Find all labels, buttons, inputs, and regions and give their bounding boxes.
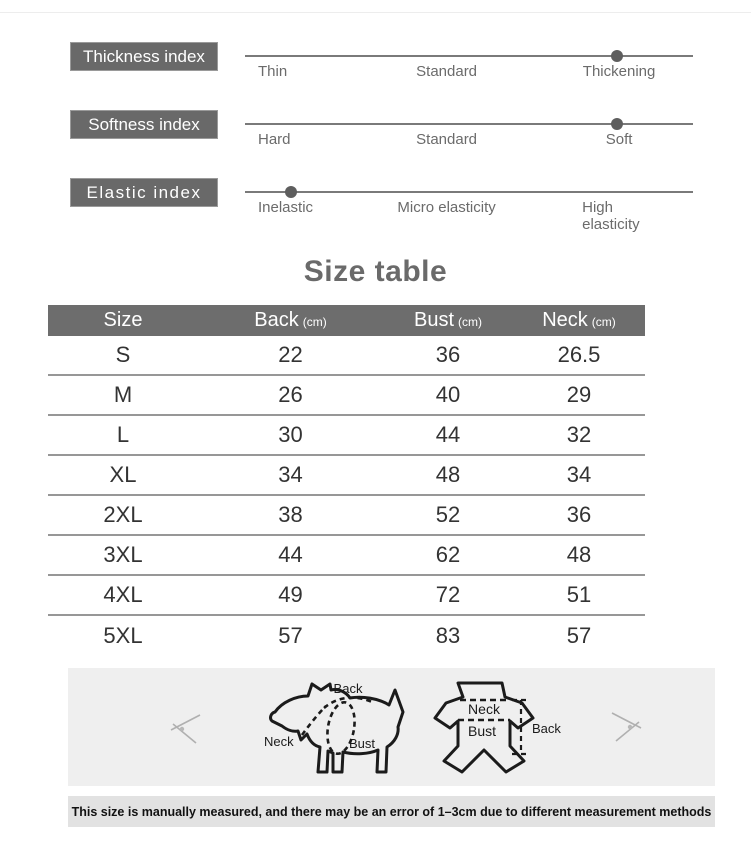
cell-back: 34 [278,462,303,487]
thickness-index-track [245,55,693,57]
elastic-index-label: Elastic index [70,178,218,207]
cell-back: 49 [278,582,303,607]
option-standard: Standard [416,63,478,80]
unit-label: (cm) [302,315,327,329]
dog-bust-label: Bust [348,736,376,751]
elastic-index-row [0,178,751,233]
softness-index-options [245,131,693,153]
cell-back: 38 [278,502,303,527]
cell-size: L [116,422,130,447]
dog-outline [271,684,403,772]
column-header-bust: Bust (cm) [413,309,483,331]
option-inelastic: Inelastic [258,199,314,216]
cell-neck: 57 [566,623,592,648]
cell-size: M [113,382,133,407]
back-measure-dashed-line [324,698,372,708]
table-row [48,616,645,656]
cell-size: S [115,342,131,367]
dog-neck-label: Neck [264,734,294,749]
option-soft: Soft [605,131,633,148]
garment-back-label: Back [532,721,561,736]
softness-index-track [245,123,693,125]
thickness-index-dot [611,50,623,62]
carousel-prev-icon[interactable] [168,712,204,746]
garment-neck-label: Neck [468,701,500,717]
table-row [48,536,645,576]
cell-neck: 26.5 [557,342,601,367]
measurement-diagram-panel [68,668,715,786]
softness-index-row [0,110,751,158]
option-hard: Hard [258,131,291,148]
top-divider [0,12,751,13]
cell-neck: 48 [566,542,592,567]
dog-measurement-illustration [262,680,412,776]
cell-size: 2XL [103,502,143,527]
option-standard: Standard [416,131,478,148]
size-table-title: Size table [303,255,448,288]
elastic-index-options [245,199,693,233]
cell-back: 30 [278,422,303,447]
option-high-elasticity: High elasticity [582,199,640,233]
size-table-header [48,305,645,336]
garment-bust-label: Bust [467,723,497,739]
cell-bust: 62 [435,542,461,567]
option-thin: Thin [258,63,288,80]
dog-back-label: Back [333,681,363,696]
cell-neck: 32 [566,422,592,447]
cell-size: 5XL [103,623,143,648]
cell-back: 57 [278,623,303,648]
thickness-index-label: Thickness index [70,42,218,71]
table-row [48,576,645,616]
cell-bust: 44 [435,422,461,447]
cell-neck: 51 [566,582,592,607]
option-micro-elasticity: Micro elasticity [397,199,496,216]
cell-neck: 36 [566,502,592,527]
cell-bust: 36 [435,342,461,367]
table-row [48,496,645,536]
cell-size: XL [109,462,137,487]
cell-size: 4XL [103,582,143,607]
table-row [48,416,645,456]
softness-index-label: Softness index [70,110,218,139]
garment-measurement-illustration [430,680,565,776]
carousel-next-icon[interactable] [608,710,644,744]
table-row [48,456,645,496]
cell-back: 22 [278,342,303,367]
cell-bust: 48 [435,462,461,487]
softness-index-dot [611,118,623,130]
thickness-index-options [245,63,693,85]
measurement-disclaimer-text: This size is manually measured, and there may be an error of 1–3cm due to different measurement methods [71,804,712,819]
column-header-neck: Neck (cm) [542,309,616,331]
cell-bust: 83 [435,623,461,648]
cell-back: 26 [278,382,303,407]
cell-neck: 34 [566,462,592,487]
size-table [48,305,645,656]
measurement-disclaimer [68,796,715,827]
cell-size: 3XL [103,542,143,567]
unit-label: (cm) [591,315,616,329]
cell-back: 44 [278,542,303,567]
option-thickening: Thickening [582,63,656,80]
cell-neck: 29 [566,382,592,407]
thickness-index-row [0,42,751,90]
column-header-size: Size [103,309,143,331]
elastic-index-dot [285,186,297,198]
elastic-index-track [245,191,693,193]
table-row [48,376,645,416]
cell-bust: 40 [435,382,461,407]
table-row [48,336,645,376]
cell-bust: 52 [435,502,461,527]
neck-measure-dashed-line [302,706,326,735]
unit-label: (cm) [458,315,483,329]
column-header-back: Back (cm) [254,309,327,331]
cell-bust: 72 [435,582,461,607]
